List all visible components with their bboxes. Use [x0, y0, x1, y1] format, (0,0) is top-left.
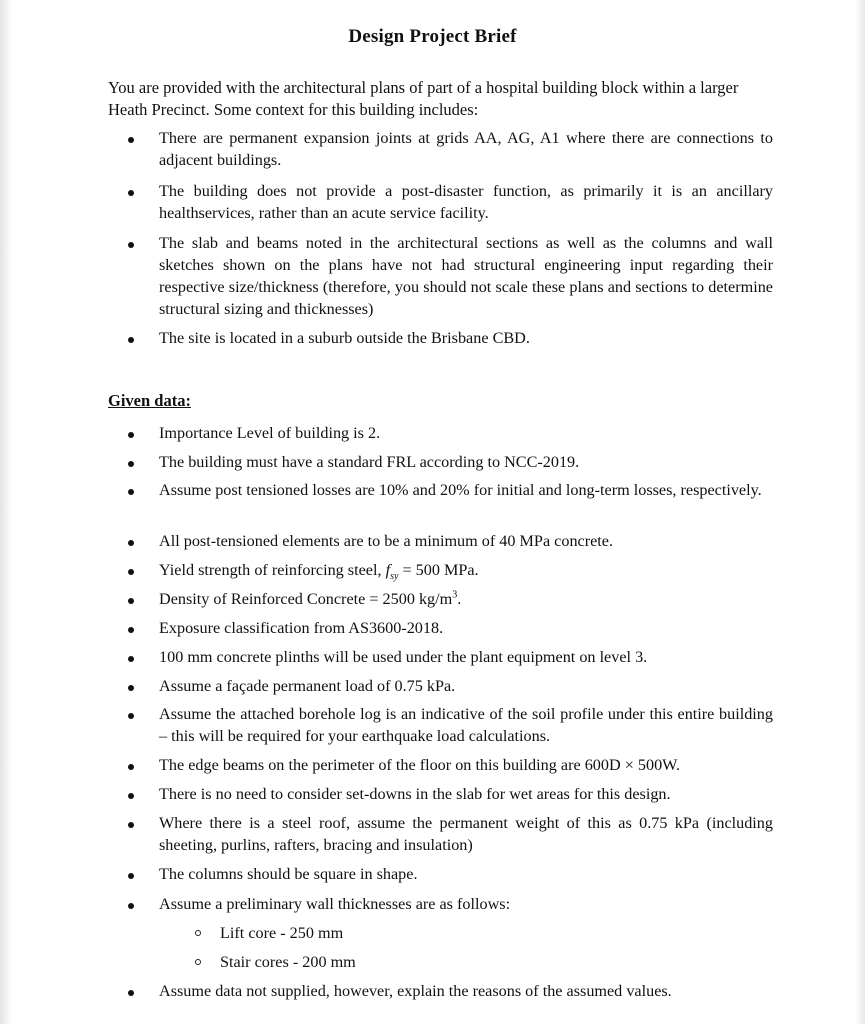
bullet-icon: [128, 190, 134, 196]
sub-list-item-text: Lift core - 250 mm: [220, 924, 344, 942]
yield-label: Yield strength of reinforcing steel,: [159, 561, 386, 579]
list-item-text: The building must have a standard FRL according to NCC-2019.: [159, 453, 580, 471]
list-item: [0, 893, 865, 915]
intro-paragraph: You are provided with the architectural plans of part of a hospital building block within a larger Heath Precinct. Some context for this building includes:: [108, 78, 739, 119]
list-item-text: All post-tensioned elements are to be a minimum of 40 MPa concrete.: [159, 532, 614, 550]
list-item-text: The edge beams on the perimeter of the floor on this building are 600D × 500W.: [159, 756, 681, 774]
list-item: [0, 327, 865, 349]
bullet-icon: [128, 793, 134, 799]
list-item-text: Assume the attached borehole log is an indicative of the soil profile under this entire building – this will be required for your earthquake load calculations.: [159, 705, 773, 745]
list-item: [0, 980, 865, 1002]
yield-subscript: sy: [390, 571, 399, 583]
list-item-text: There are permanent expansion joints at grids AA, AG, A1 where there are connections to adjacent buildings.: [159, 129, 773, 169]
list-item-text: [159, 559, 773, 581]
density-exponent: 3: [452, 589, 458, 601]
sub-list-item-text: Stair cores - 200 mm: [220, 953, 356, 971]
list-item-text: Where there is a steel roof, assume the permanent weight of this as 0.75 kPa (including sheeting, purlins, rafters, bracing and insulation): [159, 814, 773, 854]
list-item: [0, 451, 865, 473]
bullet-icon: [128, 489, 134, 495]
hollow-bullet-icon: [195, 930, 201, 936]
bullet-icon: [128, 337, 134, 343]
list-item-text: There is no need to consider set-downs in the slab for wet areas for this design.: [159, 785, 671, 803]
yield-value: = 500 MPa.: [398, 561, 479, 579]
bullet-icon: [128, 990, 134, 996]
bullet-icon: [128, 461, 134, 467]
list-item: [0, 675, 865, 697]
bullet-icon: [128, 903, 134, 909]
list-item: [0, 703, 865, 747]
list-item: [0, 754, 865, 776]
bullet-icon: [128, 822, 134, 828]
list-item: [0, 180, 865, 224]
list-item: [0, 559, 865, 581]
bullet-icon: [128, 137, 134, 143]
list-item-text: Importance Level of building is 2.: [159, 424, 381, 442]
list-item: [0, 588, 865, 610]
list-item: [0, 422, 865, 444]
density-label: Density of Reinforced Concrete = 2500 kg/m: [159, 590, 453, 608]
list-item: [0, 232, 865, 320]
list-item-text: Assume data not supplied, however, explain the reasons of the assumed values.: [159, 982, 672, 1000]
list-item-text: The slab and beams noted in the architectural sections as well as the columns and wall sketches shown on the plans have not had structural engineering input regarding their respective size/thickness (therefore, you should not scale these plans and sections to determine structural sizing and thicknesses): [159, 234, 773, 318]
list-item: [0, 646, 865, 668]
bullet-icon: [128, 685, 134, 691]
list-item-text: The columns should be square in shape.: [159, 865, 418, 883]
yield-symbol: f: [385, 561, 391, 579]
list-item-text: Exposure classification from AS3600-2018.: [159, 619, 444, 637]
bullet-icon: [128, 540, 134, 546]
bullet-icon: [128, 627, 134, 633]
list-item: [0, 530, 865, 552]
list-item-text: The building does not provide a post-disaster function, as primarily it is an ancillary healthservices, rather than an acute service facility.: [159, 182, 773, 222]
document-title: Design Project Brief: [348, 26, 517, 47]
list-item-text: The site is located in a suburb outside the Brisbane CBD.: [159, 329, 530, 347]
bullet-icon: [128, 656, 134, 662]
density-tail: .: [457, 590, 462, 608]
bullet-icon: [128, 569, 134, 575]
bullet-icon: [128, 713, 134, 719]
bullet-icon: [128, 873, 134, 879]
list-item-text: 100 mm concrete plinths will be used under the plant equipment on level 3.: [159, 648, 648, 666]
bullet-icon: [128, 764, 134, 770]
list-item-text: [159, 588, 773, 610]
hollow-bullet-icon: [195, 959, 201, 965]
list-item: [0, 479, 865, 501]
list-item-text: Assume a façade permanent load of 0.75 kPa.: [159, 677, 456, 695]
sub-list-item: [0, 951, 865, 973]
sub-list-item: [0, 922, 865, 944]
list-item-text: Assume post tensioned losses are 10% and 20% for initial and long-term losses, respectively.: [159, 481, 762, 499]
list-item: [0, 127, 865, 171]
bullet-icon: [128, 432, 134, 438]
list-item: [0, 617, 865, 639]
list-item: [0, 863, 865, 885]
list-item-text: Assume a preliminary wall thicknesses are as follows:: [159, 895, 511, 913]
list-item: [0, 783, 865, 805]
list-item: [0, 812, 865, 856]
bullet-icon: [128, 598, 134, 604]
given-data-heading: Given data:: [108, 391, 191, 410]
bullet-icon: [128, 242, 134, 248]
